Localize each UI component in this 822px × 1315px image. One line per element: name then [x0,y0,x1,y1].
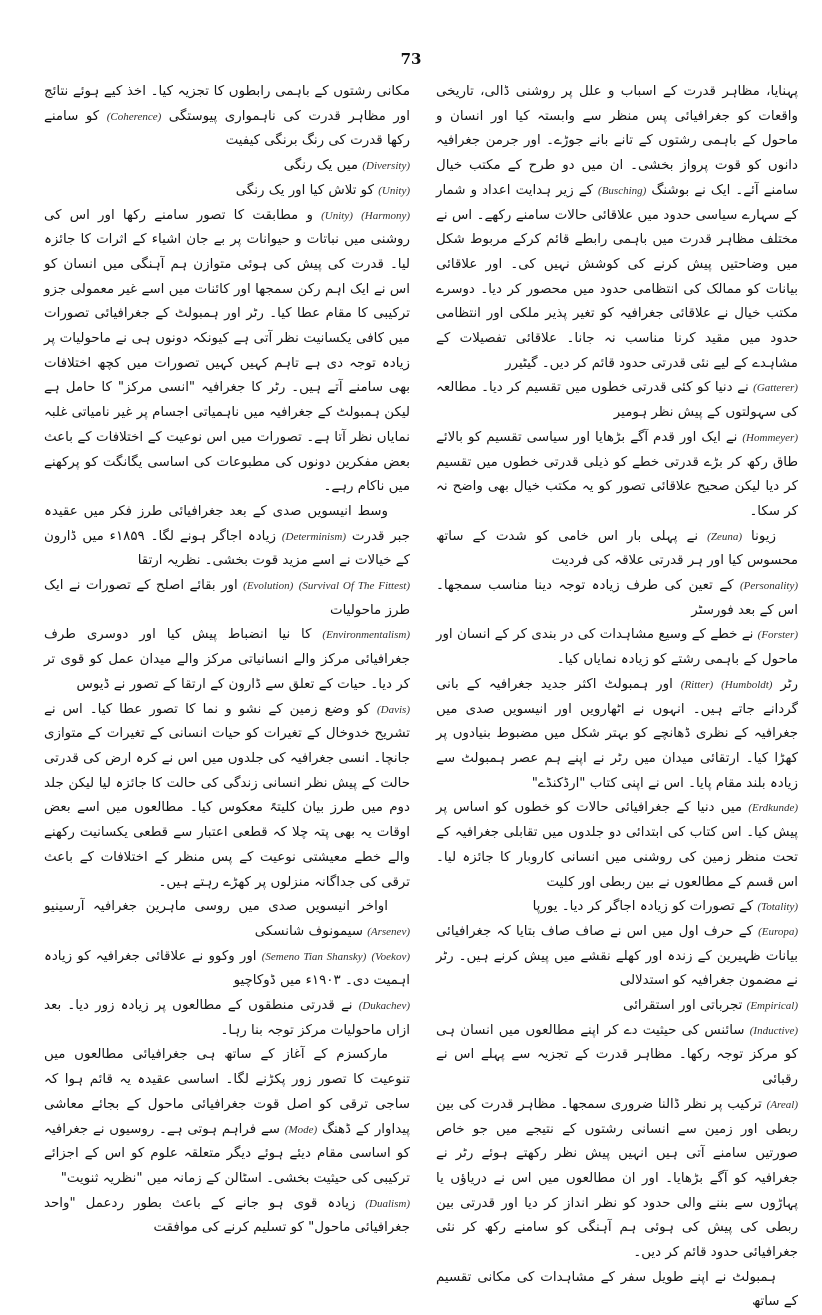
paragraph [44,994,410,1043]
english-term: (Gatterer) [753,382,798,395]
paragraph-text: اور ہمبولٹ اکثر جدید جغرافیہ کے بانی گردانے جاتے ہیں۔ انہوں نے اٹھارویں اور انیسویں صدی میں جغرافیہ کے نظری ڈھانچے کو بہتر شکل میں مضبوط بنیادوں پر کھڑا کیا۔ ارتقائی میدان میں رٹر نے اپنے ہم عصر ہمبولٹ سے زیادہ بلند مقام پایا۔ اس نے اپنی کتاب "ارڈکنڈے" [436,676,798,791]
english-term: (Dualism) [365,1197,410,1210]
english-term: (Busching) [598,184,647,197]
english-term: (Diversity) [362,160,410,173]
english-term: (Determinism) [281,530,346,543]
paragraph-text: مکانی رشتوں کے باہمی رابطوں کا تجزیہ کیا۔ اخذ کیے ہوئے نتائج اور مظاہر قدرت کی ناہمواری پیوستگی [44,84,410,124]
paragraph [44,574,410,623]
paragraph [44,1043,410,1191]
paragraph [44,179,410,204]
paragraph-text: ہمبولٹ نے اپنے طویل سفر کے مشاہدات کی مکانی تقسیم کے ساتھ [436,1269,798,1310]
paragraph-text: کو سامنے رکھا قدرت کی رنگ برنگی کیفیت [44,108,410,149]
paragraph-text: زیادہ قوی ہو جانے کے باعث بطور ردعمل "واحد جغرافیائی ماحول" کو تسلیم کرنے کی موافقت [44,1195,410,1236]
paragraph [44,500,410,574]
paragraph-text: کو وضع زمین کے نشو و نما کا تصور عطا کیا۔ اس نے تشریح خدوخال کے تغیرات کو حیات انسانی کے تغیرات کے متوازی جانچا۔ انسی جغرافیہ کی جلدوں میں اس نے کرہ ارض کی قدرتی حالت کے پیش نظر انسانی زندگی کی حالت کا جائزہ لیا لیکن جلد دوم میں طرز بیان کلیتہً معکوس کیا۔ مطالعوں میں اسے بعض اوقات یہ بھی پتہ چلا کہ قطعی اعتبار سے قطعی یکسانیت رکھنے والے خطے معیشتی نوعیت کے پس منظر کے اختلافات کے باعث ترقی کی جداگانہ منزلوں پر کھڑے رہتے ہیں۔ [44,701,410,890]
english-term: (Evolution) [243,580,294,593]
paragraph [44,1192,410,1241]
paragraph [436,574,798,623]
paragraph [436,920,798,994]
english-term: (Environmentalism) [322,629,410,642]
paragraph-text: و مطابقت کا تصور سامنے رکھا اور اس کی روشنی میں نباتات و حیوانات پر بے جان اشیاء کے اثرات کا جائزہ لیا۔ قدرت کی پیش کی ہوئی متوازن ہم آہنگی میں انسان کو اس نے ایک اہم رکن سمجھا اور کائنات میں اسے غیر معمولی جزو ترکیبی کا مقام عطا کیا۔ رٹر اور ہمبولٹ کے جغرافیائی تصورات میں کافی یکسانیت نظر آتی ہے کیونکہ دونوں ہی نے ماحولیات پر زیادہ توجہ دی ہے تاہم کہیں کہیں تصورات میں کچھ اختلافات بھی سامنے آتے ہیں۔ رٹر کا جغرافیہ "انسی مرکز" کا حامل ہے لیکن ہمبولٹ کے جغرافیہ میں ناہمیاتی اجسام پر غیر نامیاتی غلبہ نمایاں نظر آتا ہے۔ تصورات میں اس نوعیت کے اختلافات کے باعث بعض مفکرین دونوں کی مطبوعات کی اساسی یگانگت کو پرکھنے میں ناکام رہے۔ [44,207,410,495]
english-term: (Erdkunde) [748,802,798,815]
paragraph-text: کے زیر ہدایت اعداد و شمار کے سہارے سیاسی حدود میں علاقائی حالات سامنے رکھے۔ اس نے مختلف مظاہر قدرت میں باہمی رابطے قائم کرکے مربوط شکل میں وضاحتیں پیش کرنے کی کوشش نہیں کی۔ اور علاقائی بیانات کو ممالک کی انتظامی حدود میں محصور کر دیا۔ دوسرے مکتب خیال نے علاقائی جغرافیہ کو تغیر پذیر ملکی اور انتظامی حدود میں مقید کرنا مناسب نہ جانا۔ علاقائی تفصیلات کے مشاہدے کے لیے نئی قدرتی حدود قائم کر دیں۔ گیٹیرر [436,182,798,371]
english-term: (Survival Of The Fittest) [298,580,410,593]
english-term: (Semeno Tian Shansky) [261,950,367,963]
paragraph [44,895,410,944]
paragraph-text: کے تعین کی طرف زیادہ توجہ دینا مناسب سمجھا۔ اس کے بعد فورسٹر [436,578,798,618]
english-term: (Empirical) [746,1000,798,1013]
english-term: (Europa) [758,925,798,938]
paragraph-text: کو تلاش کیا اور یک رنگی [235,182,374,198]
paragraph [436,895,798,920]
paragraph [44,80,410,154]
page-number: 73 [400,50,422,68]
paragraph [436,1266,798,1315]
paragraph-text: تجرباتی اور استقرائی [623,998,743,1014]
paragraph [44,623,410,697]
paragraph-text: نے قدرتی منطقوں کے مطالعوں پر زیادہ زور دیا۔ بعد ازاں ماحولیات مرکز توجہ بنا رہا۔ [44,998,410,1038]
english-term: (Humboldt) [721,678,773,691]
paragraph-text: سیمونوف شانسکی [254,923,363,939]
paragraph-text: اور وکوو نے علاقائی جغرافیہ کو زیادہ اہمیت دی۔ ۱۹۰۳ء میں ڈوکاچیو [44,948,410,989]
english-term: (Mode) [284,1123,318,1136]
english-term: (Unity) [321,209,353,222]
paragraph-text: اور بقائے اصلح کے تصورات نے ایک طرز ماحولیات [44,578,410,618]
paragraph [436,673,798,797]
english-term: (Davis) [377,703,411,716]
paragraph-text: نے پہلی بار اس خامی کو شدت کے ساتھ محسوس کیا اور ہر قدرتی علاقہ کی فردیت [436,528,798,569]
paragraph-text: نے ایک اور قدم آگے بڑھایا اور سیاسی تقسیم کو بالائے طاق رکھ کر بڑے قدرتی خطے کو ذیلی قدرتی خطوں میں تقسیم کر دیا لیکن صحیح علاقائی تصور کو یہ مکتب خیال بھی واضح نہ کر سکا۔ [436,429,798,519]
english-term: (Totality) [757,901,798,914]
paragraph-text: زیونا [742,528,776,544]
paragraph [436,525,798,574]
paragraph-text: مارکسزم کے آغاز کے ساتھ ہی جغرافیائی مطالعوں میں تنوعیت کا تصور زور پکڑنے لگا۔ اساسی عقیدہ یہ قائم ہوا کہ ساجی ترقی کو اصل قوت جغرافیائی ماحول کے بجائے معاشی پیداوار کے ڈھنگ [44,1047,410,1137]
english-term: (Forster) [757,629,798,642]
english-term: (Inductive) [749,1024,799,1037]
paragraph-text: رٹر [772,676,799,692]
english-term: (Voekov) [371,950,410,963]
paragraph-text: میں یک رنگی [283,158,359,174]
english-term: (Dukachev) [358,1000,410,1013]
english-term: (Hommeyer) [742,431,798,444]
paragraph [44,698,410,896]
paragraph-text: کے حرف اول میں اس نے صاف صاف بتایا کہ جغرافیائی بیانات ظہیرین کے زندہ اور کھلے نقشے میں پیش کرنے ہیں۔ رٹر نے مضمون جغرافیہ کو استدلالی [436,923,798,989]
english-term: (Personality) [739,580,799,593]
paragraph [44,204,410,500]
paragraph [436,1019,798,1093]
paragraph-text: کا نیا انضباط پیش کیا اور دوسری طرف جغرافیائی مرکز والے انسانیاتی مرکز والے میدان عمل کو قوی تر کر دیا۔ حیات کے تعلق سے ڈارون کے ارتقا کے تصور نے ڈیوس [44,627,410,692]
paragraph-text: سائنس کی حیثیت دے کر اپنے مطالعوں میں انسان ہی کو مرکز توجہ رکھا۔ مظاہر قدرت کے تجزیہ سے پہلے اس نے رقبائی [436,1022,798,1088]
paragraph-text: پہنایا، مظاہر قدرت کے اسباب و علل پر روشنی ڈالی، تاریخی واقعات کو جغرافیائی پس منظر سے وابستہ کیا اور انسان و ماحول کے باہمی رشتوں کے تانے بانے جوڑے۔ اور جرمن جغرافیہ دانوں کو قوت پرواز بخشی۔ ان میں دو طرح کے مکتب خیال سامنے آئے۔ ایک نے بوشنگ [436,84,798,198]
paragraph-text: میں دنیا کے جغرافیائی حالات کو خطوں کو اساس پر پیش کیا۔ اس کتاب کی ابتدائی دو جلدوں میں تقابلی جغرافیہ کے تحت منظر زمین کی روشنی میں انسانی کاروبار کا جائزہ لیا۔ اس قسم کے مطالعوں نے بین ربطی اور کلیت [436,800,798,890]
paragraph-text: سے فراہم ہوتی ہے۔ روسیوں نے جغرافیہ کو اساسی مقام دیئے ہوئے دیگر متعلقہ علوم کو اس کے اجزائے ترکیبی کی حیثیت بخشی۔ اسٹالن کے زمانہ میں "نظریہ ثنویت" [44,1121,410,1186]
paragraph [44,945,410,994]
paragraph [436,1093,798,1266]
right-text-column [436,80,799,1310]
paragraph-text: زیادہ اجاگر ہونے لگا۔ ۱۸۵۹ء میں ڈارون کے خیالات نے اسے مزید قوت بخشی۔ نظریہ ارتقا [44,528,410,569]
paragraph-text: نے خطے کے وسیع مشاہدات کی در بندی کر کے انسان اور ماحول کے باہمی رشتے کو زیادہ نمایاں کیا۔ [436,627,798,668]
paragraph [436,994,798,1019]
paragraph [436,426,798,525]
english-term: (Ritter) [680,678,714,691]
paragraph-text: وسط انیسویں صدی کے بعد جغرافیائی طرز فکر میں عقیدہ جبر قدرت [44,503,410,544]
english-term: (Arsenev) [367,925,410,938]
paragraph [436,80,798,376]
paragraph [436,796,798,895]
paragraph-text: نے دنیا کو کئی قدرتی خطوں میں تقسیم کر دیا۔ مطالعہ کی سہولتوں کے پیش نظر ہومیر [436,380,798,421]
paragraph-text: اواخر انیسویں صدی میں روسی ماہرین جغرافیہ آرسینیو [44,899,388,915]
paragraph [44,154,410,179]
paragraph-text: کے تصورات کو زیادہ اجاگر کر دیا۔ یورپا [532,899,754,915]
english-term: (Zeuna) [707,530,742,543]
paragraph [436,623,798,672]
left-text-column [44,80,411,1236]
english-term: (Unity) [378,184,410,197]
paragraph [436,376,798,425]
english-term: (Harmony) [361,209,410,222]
english-term: (Areal) [766,1098,799,1111]
english-term: (Coherence) [106,110,162,123]
paragraph-text: ترکیب پر نظر ڈالنا ضروری سمجھا۔ مظاہر قدرت کی بین ربطی اور زمین سے انسانی رشتوں کے نتیجے میں جو خاص صورتیں سامنے آتی ہیں انہیں پیش نظر رکھتے ہوئے رٹر نے جغرافیہ کو آگے بڑھایا۔ اور ان مطالعوں میں اس نے دریاؤں یا پہاڑوں سے بننے والی حدود کو نظر انداز کر دیا اور قدرتی بین ربطی کی پیش کی ہوئی ہم آہنگی کو سامنے رکھ کر نئی جغرافیائی حدود قائم کر دیں۔ [436,1096,798,1261]
